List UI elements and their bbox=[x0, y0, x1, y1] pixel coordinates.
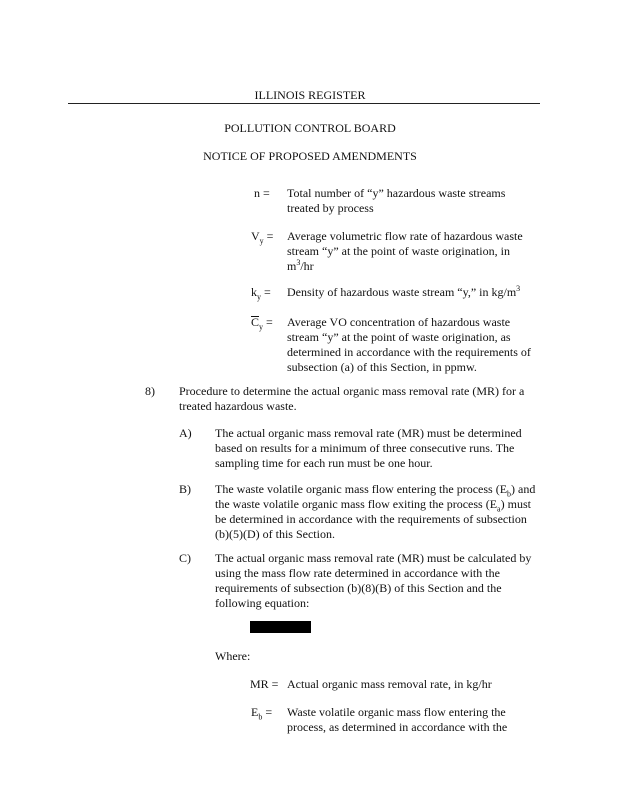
sub-c-text: The actual organic mass removal rate (MR) must be calculated by using the mass flow rate determined in accordance with the requirements of subsection (b)(8)(B) of this Section and the following equation: bbox=[215, 551, 532, 610]
def-eb-symbol: $E_b$ = bbox=[251, 705, 273, 722]
def-ky-text: Density of hazardous waste stream “y,” in $kg/m^3$ bbox=[287, 284, 521, 299]
def-vy-text: Average volumetric flow rate of hazardous waste stream “y” at the point of waste origination, in $m^3/hr$ bbox=[287, 229, 523, 273]
redacted-equation bbox=[250, 621, 311, 633]
sub-b-text: The waste volatile organic mass flow entering the process $(E_b)$ and the waste volatile organic mass flow exiting the process $(E_a)$ must be determined in accordance with the requirements of subsection (b)(5)(D) of this Section. bbox=[215, 482, 536, 541]
def-mr-symbol: MR = bbox=[250, 677, 279, 691]
def-cy-text: Average VO concentration of hazardous waste stream “y” at the point of waste origination, as determined in accordance with the requirements of subsection (a) of this Section, in ppmw. bbox=[287, 315, 531, 374]
notice-title: NOTICE OF PROPOSED AMENDMENTS bbox=[203, 149, 417, 163]
item-8-number: 8) bbox=[145, 384, 155, 398]
sub-a-text: The actual organic mass removal rate (MR) must be determined based on results for a minimum of three consecutive runs. The sampling time for each run must be one hour. bbox=[215, 426, 522, 470]
item-8-text: Procedure to determine the actual organic mass removal rate (MR) for a treated hazardous waste. bbox=[179, 384, 525, 413]
def-n-symbol: n = bbox=[254, 186, 270, 200]
def-vy-symbol: $V_y$ = bbox=[251, 229, 274, 246]
sub-b-label: B) bbox=[179, 482, 191, 496]
def-n-text: Total number of “y” hazardous waste streams treated by process bbox=[287, 186, 506, 215]
where-label: Where: bbox=[215, 649, 251, 663]
def-mr-text: Actual organic mass removal rate, in kg/hr bbox=[287, 677, 492, 691]
def-ky-symbol: $k_y$ = bbox=[251, 285, 271, 302]
def-cy-symbol: $C_y$ = bbox=[251, 315, 273, 332]
header-rule bbox=[68, 103, 540, 104]
sub-a-label: A) bbox=[179, 426, 192, 440]
def-eb-text: Waste volatile organic mass flow entering the process, as determined in accordance with the bbox=[287, 705, 508, 734]
sub-c-label: C) bbox=[179, 551, 191, 565]
register-title: ILLINOIS REGISTER bbox=[254, 88, 366, 102]
board-title: POLLUTION CONTROL BOARD bbox=[224, 121, 396, 135]
